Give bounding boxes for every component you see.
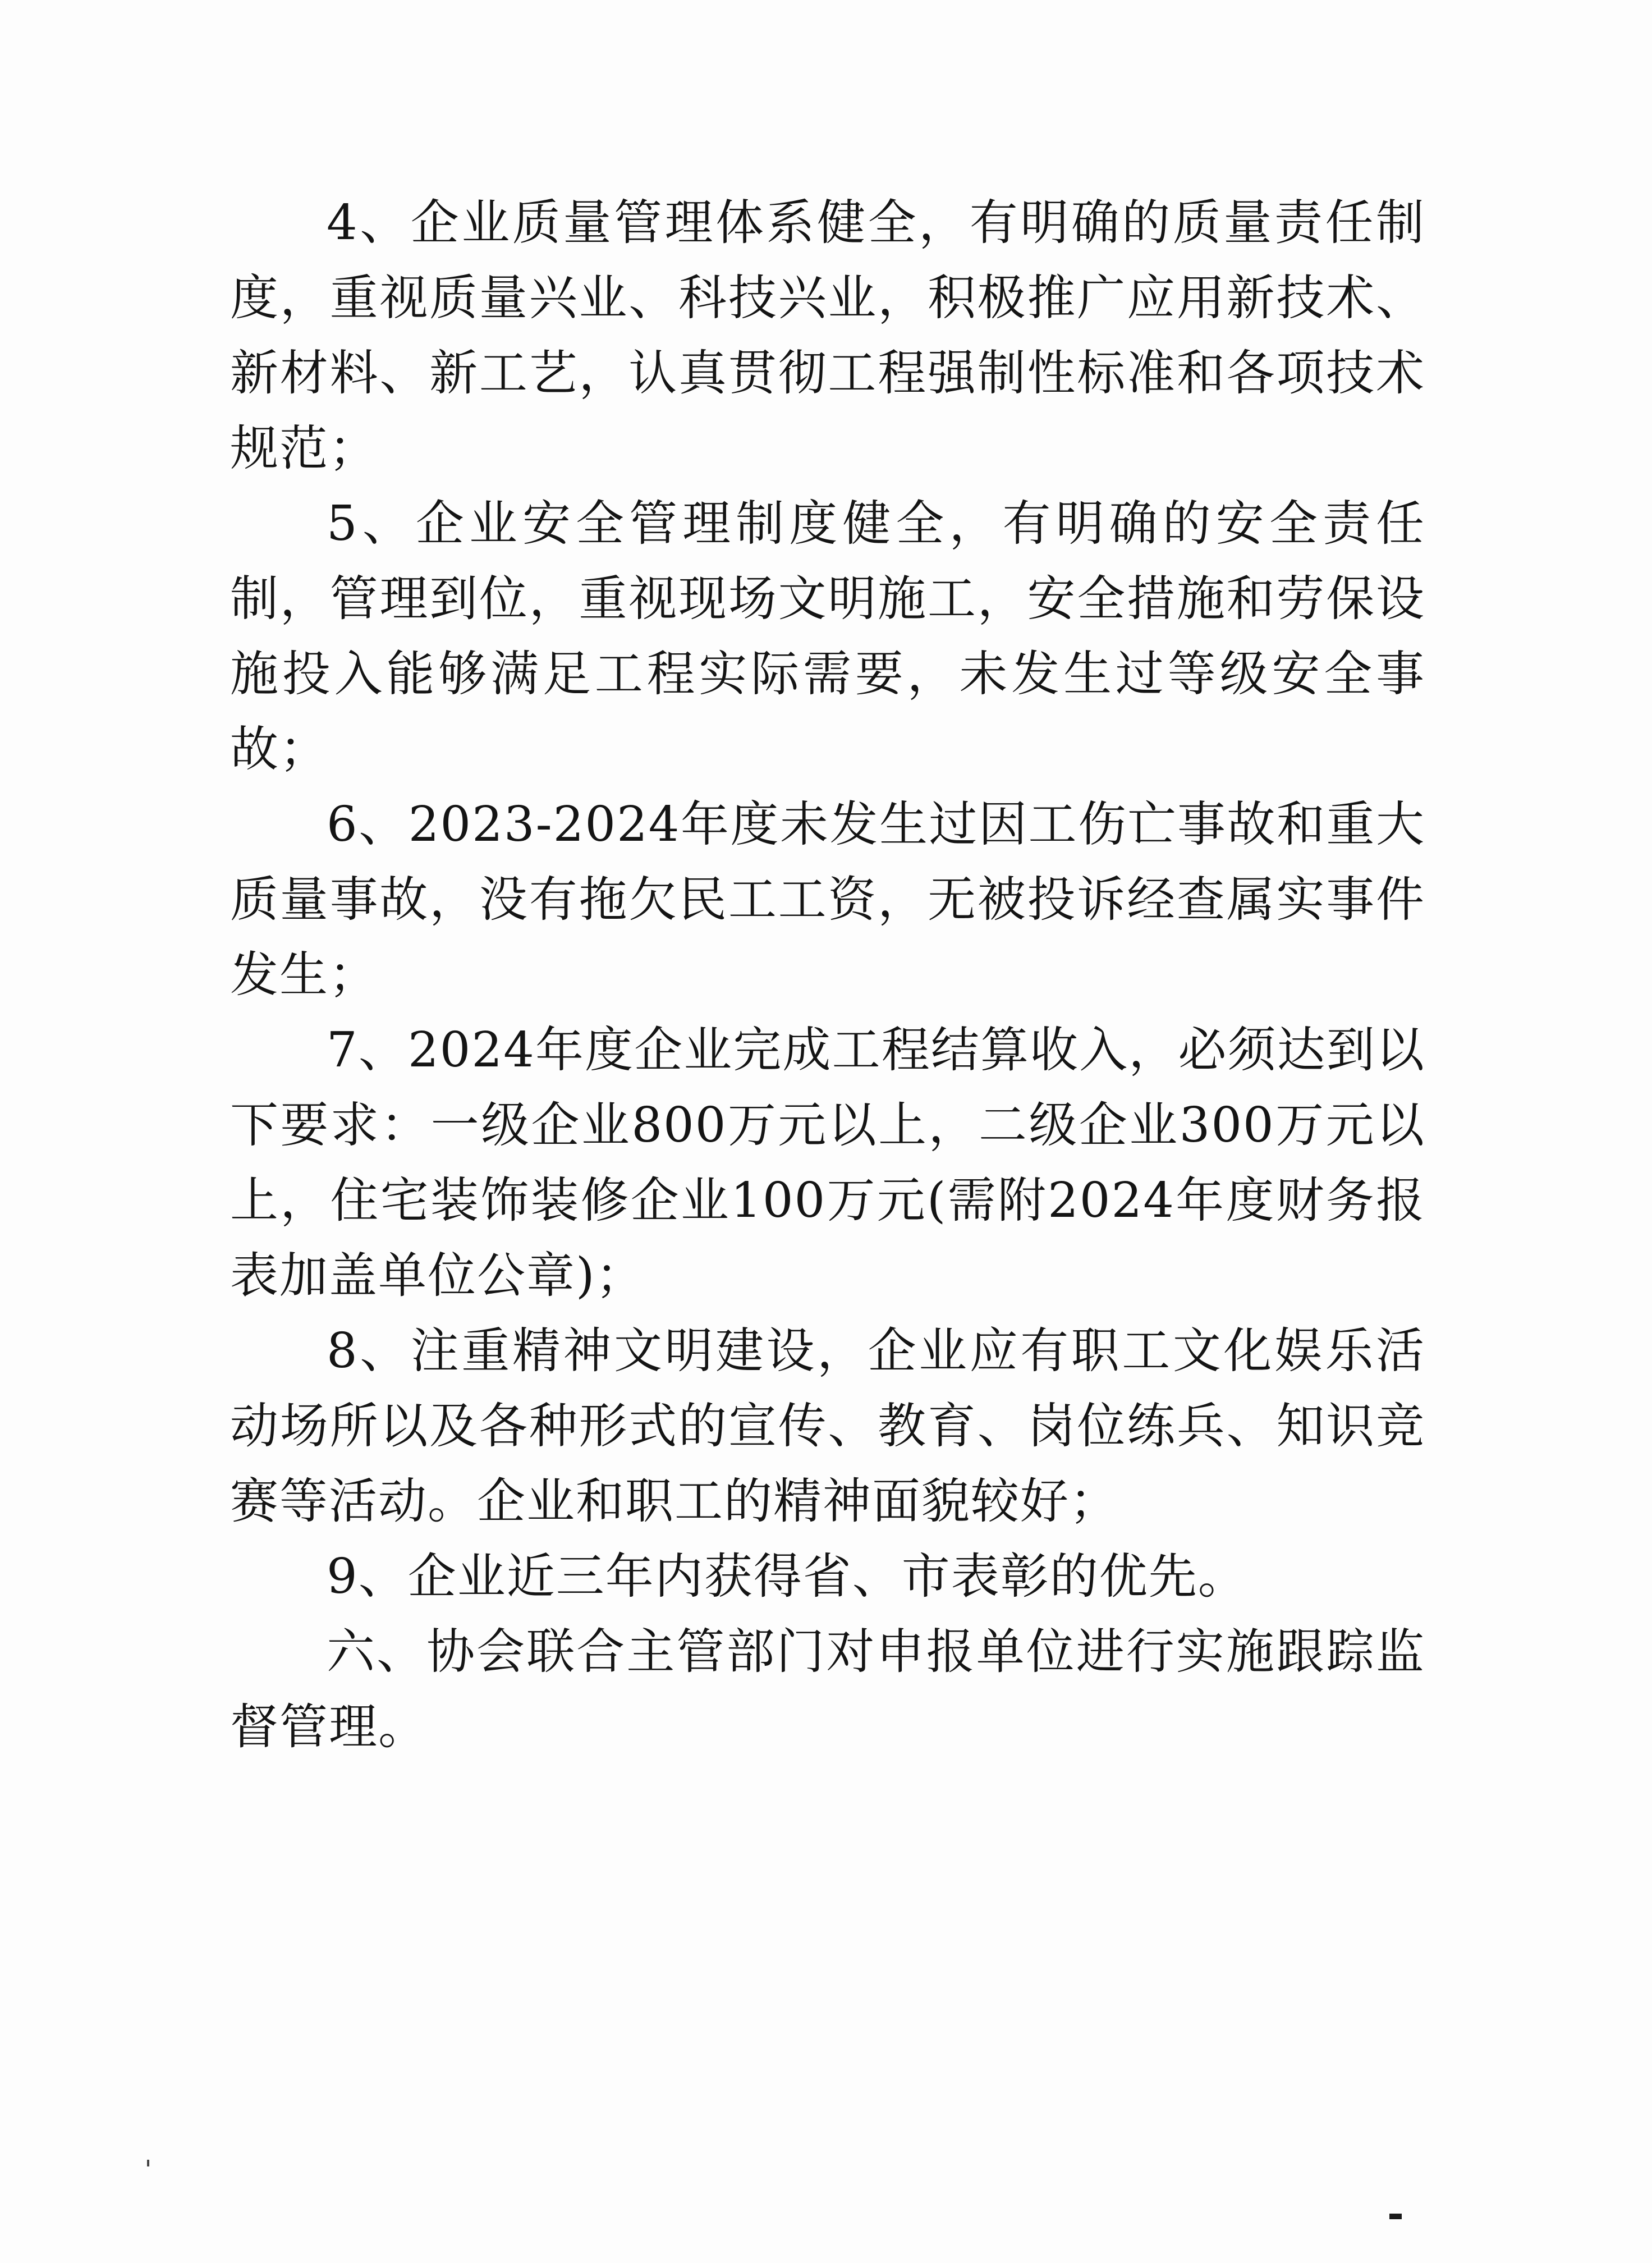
paragraph-item-7: 7、2024年度企业完成工程结算收入，必须达到以下要求：一级企业800万元以上，二级企业300万元以上，住宅装饰装修企业100万元(需附2024年度财务报表加盖单位公章)； xyxy=(230,1022,1425,1304)
paragraph-item-6: 6、2023-2024年度未发生过因工伤亡事故和重大质量事故，没有拖欠民工工资，无被投诉经查属实事件发生； xyxy=(230,796,1425,1003)
paragraph-item-9: 9、企业近三年内获得省、市表彰的优先。 xyxy=(327,1549,1247,1605)
paragraph-item-8: 8、注重精神文明建设，企业应有职工文化娱乐活动场所以及各种形式的宣传、教育、岗位练兵、知识竞赛等活动。企业和职工的精神面貌较好； xyxy=(230,1323,1425,1529)
paragraph-item-5: 5、企业安全管理制度健全，有明确的安全责任制，管理到位，重视现场文明施工，安全措施和劳保设施投入能够满足工程实际需要，未发生过等级安全事故； xyxy=(230,496,1425,777)
document-body xyxy=(230,185,1425,1765)
page-corner-mark xyxy=(1389,2214,1402,2219)
scan-speck xyxy=(147,2160,149,2166)
paragraph-item-4: 4、企业质量管理体系健全，有明确的质量责任制度，重视质量兴业、科技兴业，积极推广应用新技术、新材料、新工艺，认真贯彻工程强制性标准和各项技术规范； xyxy=(230,195,1425,477)
paragraph-section-six: 六、协会联合主管部门对申报单位进行实施跟踪监督管理。 xyxy=(230,1624,1425,1755)
